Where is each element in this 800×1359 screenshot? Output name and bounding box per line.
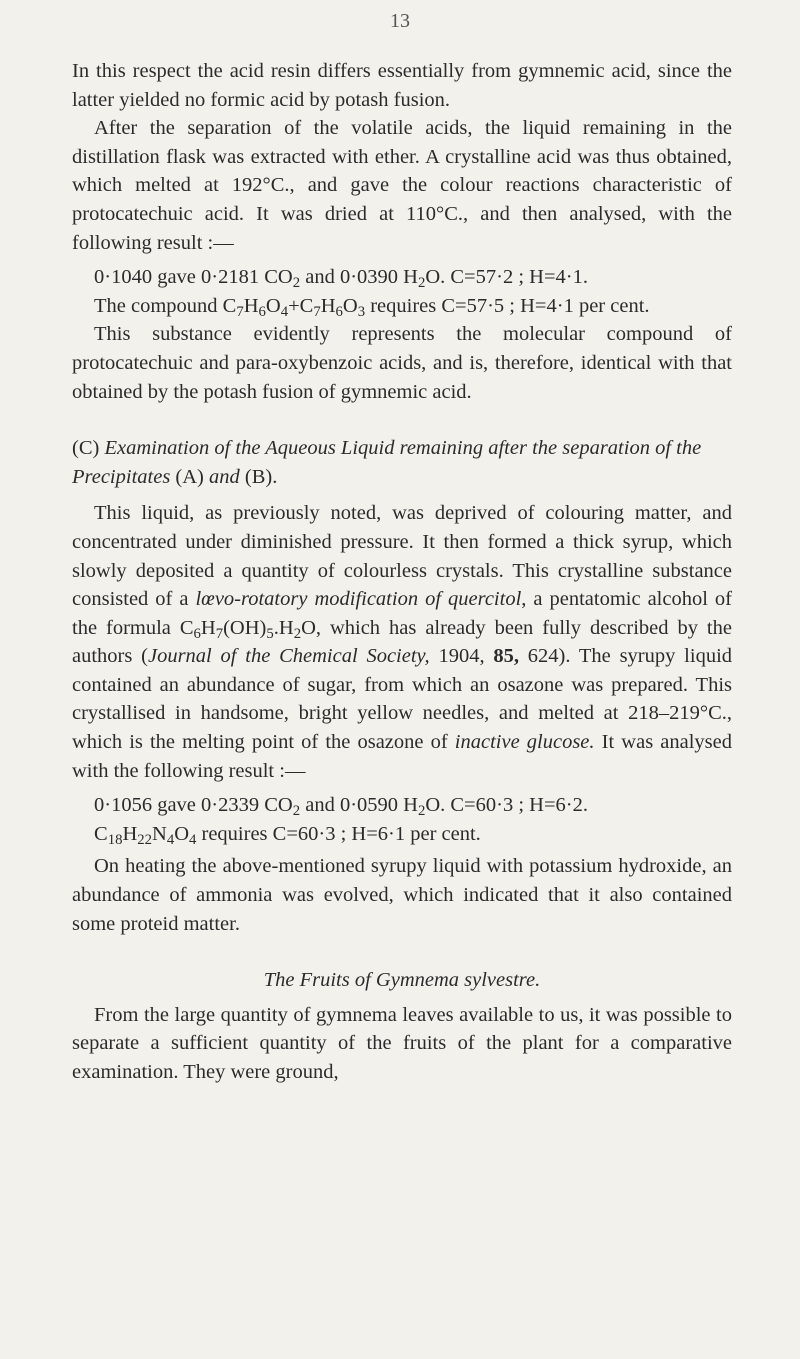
paragraph-6: From the large quantity of gymnema leaves available to us, it was possible to separate a sufficient quantity of the fruits of the plant for a comparative examination. They were ground, xyxy=(72,1003,732,1083)
paragraph-2: After the separation of the volatile acids, the liquid remaining in the distillation flask was extracted with ether. A crystalline acid was thus obtained, which melted at 192°C., and gave the colour reactions characteristic of protocatechuic acid. It was dried at 110°C., and then analysed, with the following result :— xyxy=(72,117,732,254)
body-text xyxy=(72,57,732,1087)
required-composition-2: $C_{18}H_{22}N_4O_4$ requires C=60·3 ; H=6·1 per cent. xyxy=(94,822,481,848)
required-composition-1: The compound $C_7H_6O_4+C_7H_6O_3$ requires C=57·5 ; H=4·1 per cent. xyxy=(94,294,650,320)
paragraph-1: In this respect the acid resin differs essentially from gymnemic acid, since the latter yielded no formic acid by potash fusion. xyxy=(72,60,732,111)
page-number: 13 xyxy=(390,10,410,32)
analysis-result-1: 0·1040 gave 0·2181 $CO_2$ and 0·0390 $H_2O$. C=57·2 ; H=4·1. xyxy=(94,266,588,292)
paragraph-3: This substance evidently represents the molecular compound of protocatechuic and para-oxybenzoic acids, and is, therefore, identical with that obtained by the potash fusion of gymnemic acid. xyxy=(72,323,732,403)
analysis-result-2: 0·1056 gave 0·2339 $CO_2$ and 0·0590 $H_2O$. C=60·3 ; H=6·2. xyxy=(94,794,588,820)
section-heading-fruits: The Fruits of Gymnema sylvestre. xyxy=(263,969,541,992)
paragraph-4: This liquid, as previously noted, was deprived of colouring matter, and concentrated under diminished pressure. It then formed a thick syrup, which slowly deposited a quantity of colourless crystals. This crystalline substance consisted of a lœvo-rotatory modification of quercitol, a pentatomic alcohol of the formula $C_6H_7(OH)_5.H_2O$, which has already been fully described by the authors (Journal of the Chemical Society, 1904, 85, 624). The syrupy liquid contained an abundance of sugar, from which an osazone was prepared. This crystallised in handsome, bright yellow needles, and melted at 218–219°C., which is the melting point of the osazone of inactive glucose. It was analysed with the following result :— xyxy=(72,502,733,782)
section-heading-c: (C) Examination of the Aqueous Liquid remaining after the separation of the Precipitates (A) and (B). xyxy=(72,437,702,488)
paragraph-5: On heating the above-mentioned syrupy liquid with potassium hydroxide, an abundance of ammonia was evolved, which indicated that it also contained some proteid matter. xyxy=(72,855,732,935)
